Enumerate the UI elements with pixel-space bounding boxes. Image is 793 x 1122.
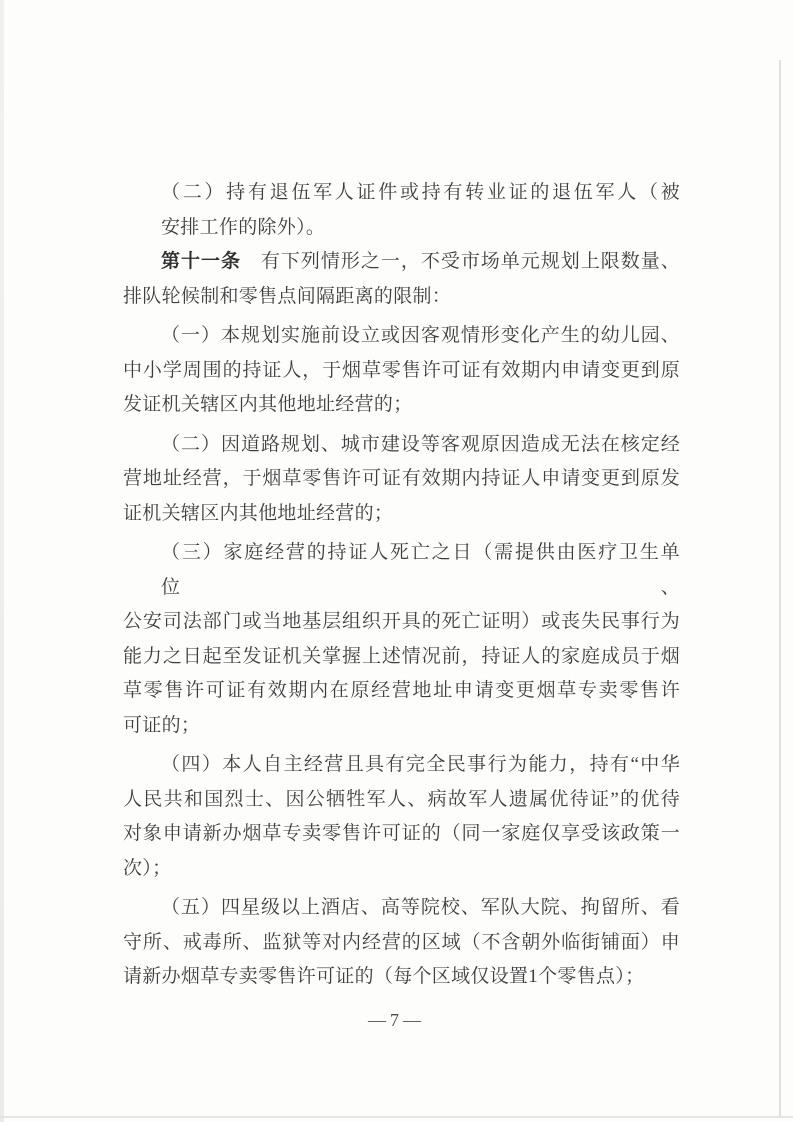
text-line: 中小学周围的持证人，于烟草零售许可证有效期内申请变更到原 <box>123 359 680 381</box>
text-line: 对象申请新办烟草专卖零售许可证的（同一家庭仅享受该政策一 <box>123 823 680 844</box>
text-line: 请新办烟草专卖零售许可证的（每个区域仅设置1个零售点）； <box>123 966 645 987</box>
page-number: —7— <box>368 1010 425 1030</box>
text-line: 公安司法部门或当地基层组织开具的死亡证明）或丧失民事行为 <box>123 611 680 632</box>
article-lead-text: 有下列情形之一，不受市场单元规划上限数量、 <box>240 251 680 272</box>
text-line: 安排工作的除外）。 <box>161 216 326 238</box>
text-line: 次）； <box>123 857 172 879</box>
document-body <box>123 176 680 995</box>
scan-edge-bottom <box>0 1116 793 1118</box>
text-line <box>123 245 680 280</box>
text-line: 排队轮候制和零售点间隔距离的限制： <box>123 285 452 307</box>
text-line: 能力之日起至发证机关掌握上述情况前，持证人的家庭成员于烟 <box>123 645 680 667</box>
text-line: 可证的； <box>123 714 201 736</box>
text-line: （一）本规划实施前设立或因客观情形变化产生的幼儿园、 <box>161 325 680 346</box>
article-number-label: 第十一条 <box>161 251 241 272</box>
text-line: （五）四星级以上酒店、高等院校、军队大院、拘留所、看 <box>161 897 680 918</box>
text-line: （四）本人自主经营且具有完全民事行为能力，持有“中华 <box>161 754 680 775</box>
paragraph-article-11 <box>123 245 680 314</box>
paragraph-item-4 <box>123 748 680 886</box>
paragraph-item-2-continued <box>123 176 680 245</box>
paragraph-item-2 <box>123 428 680 532</box>
scan-edge-left <box>0 0 4 1122</box>
text-line: （二）因道路规划、城市建设等客观原因造成无法在核定经 <box>161 433 680 455</box>
text-line: 草零售许可证有效期内在原经营地址申请变更烟草专卖零售许 <box>123 680 680 701</box>
text-line: 守所、戒毒所、监狱等对内经营的区域（不含朝外临街铺面）申 <box>123 931 680 953</box>
scan-edge-right <box>779 60 781 1118</box>
paragraph-item-5 <box>123 891 680 995</box>
text-line: （二）持有退伍军人证件或持有转业证的退伍军人（被 <box>161 182 680 203</box>
text-line: 营地址经营，于烟草零售许可证有效期内持证人申请变更到原发 <box>123 468 680 489</box>
text-line: 证机关辖区内其他地址经营的； <box>123 502 394 524</box>
text-line: 人民共和国烈士、因公牺牲军人、病故军人遗属优待证”的优待 <box>123 788 680 810</box>
paragraph-item-1 <box>123 319 680 423</box>
paragraph-item-3 <box>123 536 680 743</box>
text-line: （三）家庭经营的持证人死亡之日（需提供由医疗卫生单位、 <box>161 542 680 598</box>
text-line: 发证机关辖区内其他地址经营的； <box>123 394 413 415</box>
